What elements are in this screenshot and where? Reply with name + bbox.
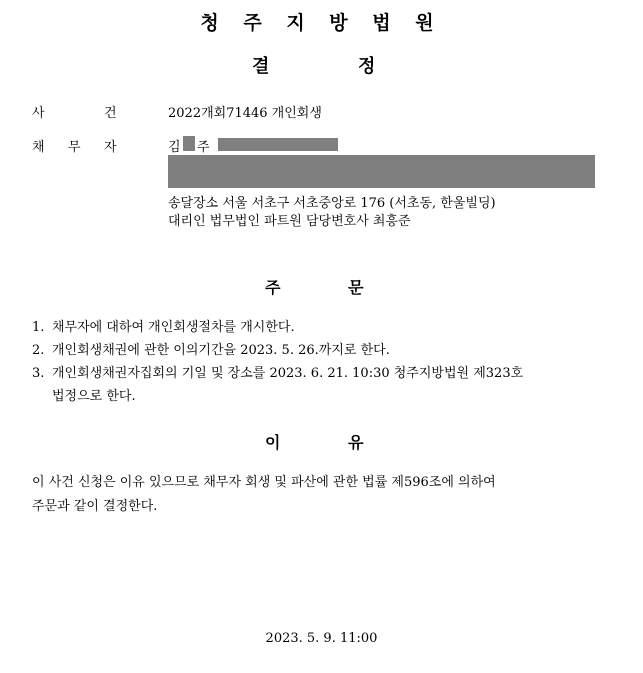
case-number: 2022개회71446 개인회생 [168,106,322,121]
debtor-label-char-3: 자 [104,140,117,155]
order-item-text: 개인회생채권에 관한 이의기간을 2023. 5. 26.까지로 한다. [52,343,390,358]
redaction-name-middle [183,136,195,151]
decision-date: 2023. 5. 9. 11:00 [265,631,378,646]
case-label-char-1: 사 [32,106,45,121]
reason-heading-char-2: 유 [348,433,364,452]
court-name-title: 청 주 지 방 법 원 [200,12,443,34]
order-item [32,362,523,381]
order-item-number: 2. [32,343,45,358]
decision-title-char-1: 결 [252,56,270,77]
redaction-address [168,155,595,188]
order-item [32,339,390,358]
case-label [32,102,117,121]
decision-title-char-2: 정 [358,56,376,77]
debtor-label-char-2: 무 [68,140,81,155]
case-label-char-2: 건 [104,106,117,121]
debtor-name-first: 김 [168,140,181,155]
order-heading-char-2: 문 [348,278,364,297]
debtor-name-last: 주 [197,140,210,155]
debtor-label-char-1: 채 [32,140,45,155]
debtor-label [32,136,117,155]
order-item-text: 채무자에 대하여 개인회생절차를 개시한다. [52,320,295,335]
order-item-continuation: 법정으로 한다. [52,389,136,404]
order-item-text: 개인회생채권자집회의 기일 및 장소를 2023. 6. 21. 10:30 청주지방법원 제323호 [52,366,524,381]
order-item [32,316,295,335]
order-item-number: 1. [32,320,45,335]
order-heading-char-1: 주 [265,278,281,297]
agent-line: 대리인 법무법인 파트원 담당변호사 최흥준 [168,214,411,229]
order-item-number: 3. [32,366,45,381]
reason-text-line-2: 주문과 같이 결정한다. [32,499,158,514]
redaction-registration-number [218,138,338,151]
reason-text-line-1: 이 사건 신청은 이유 있으므로 채무자 회생 및 파산에 관한 법률 제596조에 의하여 [32,475,496,490]
reason-heading-char-1: 이 [265,433,281,452]
service-address: 송달장소 서울 서초구 서초중앙로 176 (서초동, 한울빌딩) [168,196,496,211]
